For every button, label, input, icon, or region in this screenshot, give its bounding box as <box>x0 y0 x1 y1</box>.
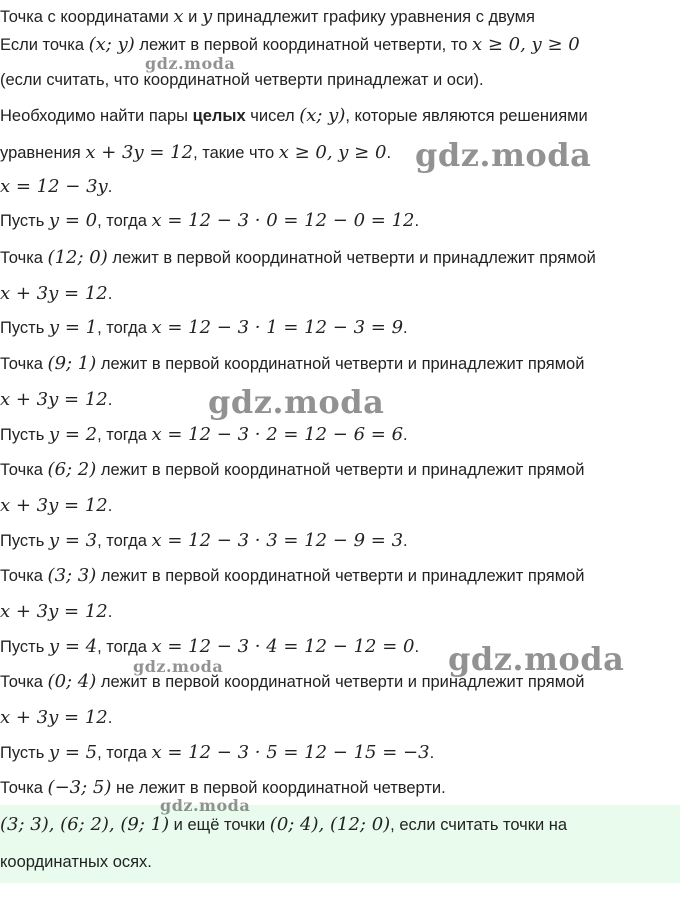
text-span: . <box>107 285 113 303</box>
text-span: . <box>414 212 420 230</box>
text-span: лежит в первой координатной четверти, то <box>134 36 472 54</box>
text-span: Пусть <box>0 319 49 337</box>
text-span: Пусть <box>0 638 49 656</box>
text-line <box>0 426 408 444</box>
text-span: (если считать, что координатной четверти принадлежат и оси). <box>0 71 484 89</box>
text-line <box>0 72 484 89</box>
text-span: Пусть <box>0 744 49 762</box>
text-line <box>0 709 112 727</box>
watermark-logo: gdz.moda <box>448 640 625 678</box>
text-line <box>0 638 419 656</box>
text-span: . <box>107 709 113 727</box>
text-span: Точка <box>0 461 48 479</box>
math-expression: x ≥ 0, y ≥ 0 <box>471 34 580 55</box>
math-expression: (x; y) <box>88 34 135 55</box>
text-span: . <box>107 391 113 409</box>
math-expression: (9; 1) <box>47 353 97 374</box>
math-expression: y = 2 <box>48 424 98 445</box>
math-expression: (x; y) <box>299 105 346 126</box>
math-expression: (0; 4) <box>47 671 97 692</box>
text-span: Точка <box>0 249 48 267</box>
math-expression: y = 4 <box>48 636 98 657</box>
text-span: лежит в первой координатной четверти и принадлежит прямой <box>96 461 585 479</box>
text-span: . <box>403 532 408 550</box>
text-span: координатных осях. <box>0 853 152 871</box>
text-span: Пусть <box>0 212 49 230</box>
text-span: , тогда <box>97 532 152 550</box>
text-span: Точка <box>0 355 48 373</box>
text-line <box>0 144 391 162</box>
text-span: . <box>107 603 113 621</box>
text-span: , которые являются решениями <box>345 107 588 125</box>
text-span: Точка <box>0 673 48 691</box>
text-span: Необходимо найти пары <box>0 107 193 125</box>
text-line <box>0 532 408 550</box>
math-expression: y = 5 <box>48 742 98 763</box>
text-line <box>0 319 408 337</box>
math-expression: x + 3y = 12 <box>0 495 108 516</box>
text-line <box>0 603 112 621</box>
text-span: , такие что <box>193 144 279 162</box>
text-span: . <box>414 638 420 656</box>
text-line <box>0 107 588 125</box>
text-span: уравнения <box>0 144 86 162</box>
text-span: и ещё точки <box>169 816 270 834</box>
text-line <box>0 816 567 834</box>
text-span: Пусть <box>0 426 49 444</box>
watermark-logo: gdz.moda <box>133 657 224 676</box>
text-line <box>0 497 112 515</box>
text-span: , если считать точки на <box>390 816 568 834</box>
math-expression: (0; 4), (12; 0) <box>269 814 391 835</box>
text-line <box>0 567 584 585</box>
math-expression: y = 0 <box>48 210 98 231</box>
text-line <box>0 854 152 871</box>
watermark-logo: gdz.moda <box>208 383 385 421</box>
text-span: , тогда <box>97 638 152 656</box>
text-span: Точка <box>0 779 48 797</box>
math-expression: y = 1 <box>48 317 98 338</box>
text-span: . <box>403 319 408 337</box>
math-expression: x + 3y = 12 <box>85 142 194 163</box>
watermark-logo: gdz.moda <box>160 796 251 815</box>
math-expression: (12; 0) <box>47 247 108 268</box>
text-span: лежит в первой координатной четверти и принадлежит прямой <box>107 249 596 267</box>
math-expression: x = 12 − 3 · 1 = 12 − 3 = 9 <box>151 317 404 338</box>
math-expression: x + 3y = 12 <box>0 283 108 304</box>
text-span: . <box>386 144 392 162</box>
text-line <box>0 461 584 479</box>
math-expression: x + 3y = 12 <box>0 389 108 410</box>
text-span: . <box>107 178 113 196</box>
text-line <box>0 36 580 54</box>
math-expression: x = 12 − 3 · 3 = 12 − 9 = 3 <box>151 530 404 551</box>
text-span: . <box>403 426 408 444</box>
watermark-logo: gdz.moda <box>145 54 236 73</box>
text-span: Если точка <box>0 36 89 54</box>
text-line <box>0 212 419 230</box>
watermark-logo: gdz.moda <box>415 136 592 174</box>
text-span: , тогда <box>97 319 152 337</box>
text-span: и <box>183 8 202 26</box>
text-span: лежит в первой координатной четверти и принадлежит прямой <box>96 673 585 691</box>
text-span: чисел <box>245 107 300 125</box>
text-span: . <box>429 744 435 762</box>
text-span: лежит в первой координатной четверти и принадлежит прямой <box>96 355 585 373</box>
math-expression: x ≥ 0, y ≥ 0 <box>278 142 387 163</box>
math-expression: x = 12 − 3 · 5 = 12 − 15 = −3 <box>151 742 430 763</box>
text-line <box>0 391 112 409</box>
text-span: , тогда <box>97 212 152 230</box>
text-span: . <box>107 497 113 515</box>
bold-text: целых <box>192 107 246 125</box>
text-line <box>0 285 112 303</box>
text-span: Точка <box>0 567 48 585</box>
text-span: , тогда <box>97 426 152 444</box>
text-line <box>0 355 584 373</box>
text-line <box>0 779 446 797</box>
math-expression: (3; 3), (6; 2), (9; 1) <box>0 814 170 835</box>
text-span: Точка с координатами <box>0 8 174 26</box>
math-expression: (−3; 5) <box>47 777 112 798</box>
math-expression: x <box>173 6 184 27</box>
text-span: лежит в первой координатной четверти и принадлежит прямой <box>96 567 585 585</box>
math-expression: x = 12 − 3 · 2 = 12 − 6 = 6 <box>151 424 404 445</box>
math-expression: y = 3 <box>48 530 98 551</box>
text-line <box>0 178 112 196</box>
math-expression: x = 12 − 3y <box>0 176 108 197</box>
text-line <box>0 8 535 26</box>
text-line <box>0 744 434 762</box>
text-span: Пусть <box>0 532 49 550</box>
text-line <box>0 249 596 267</box>
math-expression: (6; 2) <box>47 459 97 480</box>
text-span: , тогда <box>97 744 152 762</box>
math-expression: y <box>201 6 213 27</box>
text-span: не лежит в первой координатной четверти. <box>111 779 446 797</box>
math-expression: x = 12 − 3 · 0 = 12 − 0 = 12 <box>151 210 415 231</box>
text-span: принадлежит графику уравнения с двумя <box>212 8 535 26</box>
math-expression: x = 12 − 3 · 4 = 12 − 12 = 0 <box>151 636 415 657</box>
math-expression: x + 3y = 12 <box>0 601 108 622</box>
math-expression: x + 3y = 12 <box>0 707 108 728</box>
math-expression: (3; 3) <box>47 565 97 586</box>
